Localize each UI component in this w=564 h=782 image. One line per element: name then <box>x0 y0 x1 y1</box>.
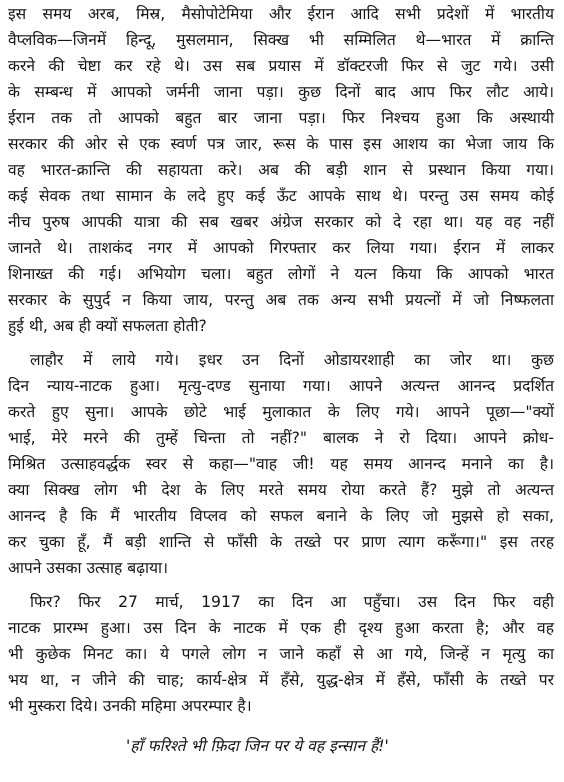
text-line: भी मुस्करा दिये। उनकी महिमा अपरम्पार है। <box>8 697 252 715</box>
text-line: जानते थे। ताशकंद नगर में आपको गिरफ्तार कर लिया गया। ईरान में लाकर <box>8 239 554 257</box>
text-line: आनन्द है कि मैं भारतीय विप्लव को सफल बनाने के लिए जो मुझसे हो सका, <box>8 507 554 525</box>
text-line: करते हुए सुना। आपके छोटे भाई मुलाकात के लिए गये। आपने पूछा—"क्यों <box>8 403 554 421</box>
text-line: मिश्रित उत्साहवर्द्धक स्वर से कहा—"वाह जी! यह समय आनन्द मनाने का है। <box>8 455 554 473</box>
text-line: लाहौर में लाये गये। इधर उन दिनों ओडायरशाही का जोर था। कुछ <box>30 351 554 369</box>
text-line: ईरान तक तो आपको बहुत बार जाना पड़ा। फिर निश्चय हुआ कि अस्थायी <box>8 109 554 127</box>
text-line: करने की चेष्टा कर रहे थे। उस सब प्रयास में डॉक्टरजी फिर से जुट गये। उसी <box>8 57 554 75</box>
closing-quote: 'हाँ फरिश्ते भी फ़िदा जिन पर ये वह इन्सान हैं!' <box>126 737 389 755</box>
text-line: भी कुछेक मिनट का। ये पगले लोग न जाने कहाँ से आ गये, जिन्हें न मृत्यु का <box>8 645 554 663</box>
text-line: हुई थी, अब ही क्यों सफलता होती? <box>8 317 207 335</box>
text-line: कर चुका हूँ, मैं बड़ी शान्ति से फाँसी के तख्ते पर प्राण त्याग करूँगा।" इस तरह <box>8 533 554 551</box>
text-line: आपने उसका उत्साह बढ़ाया। <box>8 559 169 577</box>
text-line: फिर? फिर 27 मार्च, 1917 का दिन आ पहुँचा। उस दिन फिर वही <box>30 593 554 611</box>
text-line: वह भारत-क्रान्ति की सहायता करे। अब की बड़ी शान से प्रस्थान किया गया। <box>8 161 554 179</box>
text-line: के सम्बन्ध में आपको जर्मनी जाना पड़ा। कुछ दिनों बाद आप फिर लौट आये। <box>8 83 554 101</box>
text-line: नीच पुरुष आपकी यात्रा की सब खबर अंग्रेज सरकार को दे रहा था। यह वह नहीं <box>8 213 554 231</box>
text-line: भाई, मेरे मरने की तुम्हें चिन्ता तो नहीं?" बालक ने रो दिया। आपने क्रोध- <box>8 429 554 447</box>
text-line: कई सेवक तथा सामान के लदे हुए कई ऊँट आपके साथ थे। परन्तु उस समय कोई <box>8 187 554 205</box>
text-line: क्या सिक्ख लोग भी देश के लिए मरते समय रोया करते हैं? मुझे तो अत्यन्त <box>8 481 554 499</box>
text-line: सरकार के सुपुर्द न किया जाय, परन्तु अब तक अन्य सभी प्रयत्नों में जो निष्फलता <box>8 291 554 309</box>
text-line: सरकार की ओर से एक स्वर्ण पत्र जार, रूस के पास इस आशय का भेजा जाय कि <box>8 135 554 153</box>
text-line: दिन न्याय-नाटक हुआ। मृत्यु-दण्ड सुनाया गया। आपने अत्यन्त आनन्द प्रदर्शित <box>8 377 554 395</box>
text-line: वैप्लविक—जिनमें हिन्दू, मुसलमान, सिक्ख भी सम्मिलित थे—भारत में क्रान्ति <box>8 31 554 49</box>
text-line: इस समय अरब, मिस्र, मैसोपोटेमिया और ईरान आदि सभी प्रदेशों में भारतीय <box>8 5 554 23</box>
text-line: शिनाख्त की गई। अभियोग चला। बहुत लोगों ने यत्न किया कि आपको भारत <box>8 265 554 283</box>
text-line: भय था, न जीने की चाह; कार्य-क्षेत्र में हँसे, युद्ध-क्षेत्र में हँसे, फाँसी के तख्ते पर <box>8 671 554 689</box>
text-line: नाटक प्रारम्भ हुआ। उस दिन के नाटक में एक ही दृश्य हुआ करता है; और वह <box>8 619 554 637</box>
